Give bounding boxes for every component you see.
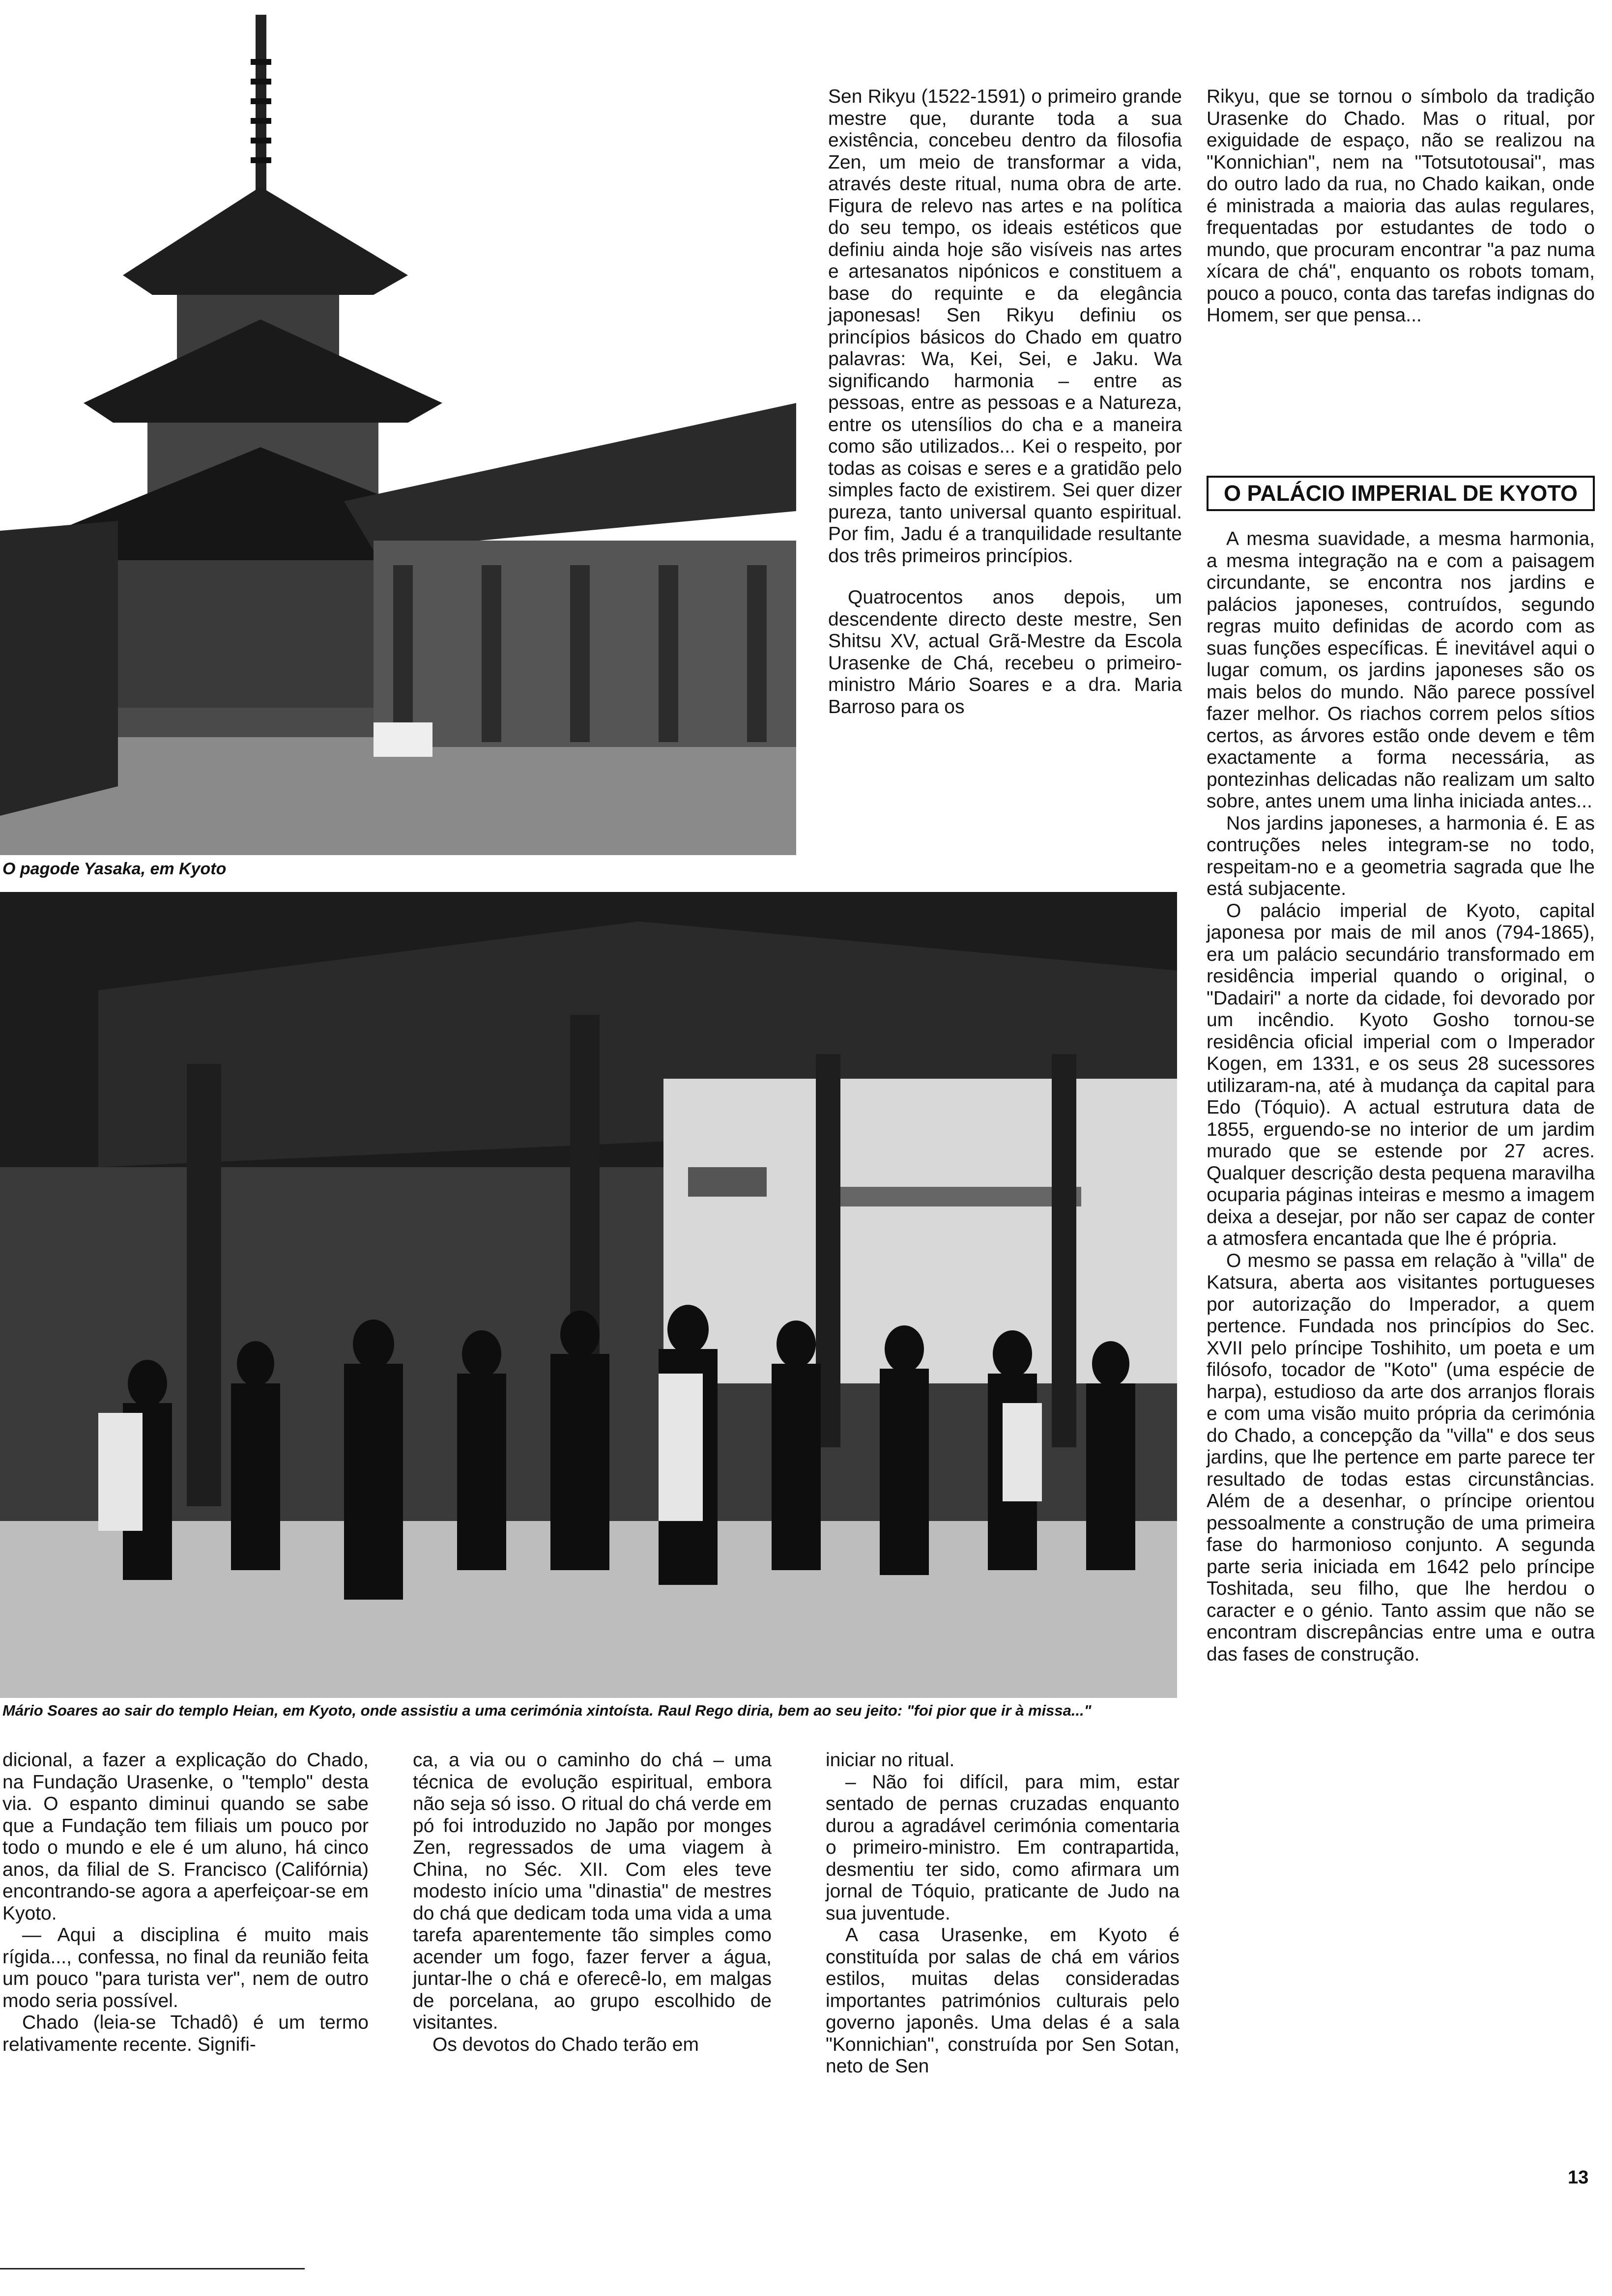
page-number: 13	[1568, 2167, 1589, 2188]
article-column-bottom-middle	[413, 1750, 772, 2056]
paragraph: O palácio imperial de Kyoto, capital japonesa por mais de mil anos (794-1865), era um palácio secundário transformado em residência imperial quando o original, o "Dadairi" a norte da cidade, foi devorado por um incêndio. Kyoto Gosho tornou-se residência oficial imperial com o Imperador Kogen, em 1331, e os seus 28 sucessores utilizaram-na, até à mudança da capital para Edo (Tóquio). A actual estrutura data de 1855, erguendo-se no interior de um jardim murado que se estende por 27 acres. Qualquer descrição desta pequena maravilha ocuparia páginas inteiras e mesmo a imagem deixa a desejar, por não ser capaz de conter a atmosfera encantada que lhe é própria.	[1207, 900, 1595, 1249]
article-column-top-middle	[828, 86, 1182, 718]
paragraph: Nos jardins japoneses, a harmonia é. E as contruções neles integram-se no todo, respeitam-no e a geometria sagrada que lhe está subjacente.	[1207, 812, 1595, 899]
pagoda-photo	[0, 0, 796, 855]
footer-rule	[0, 2268, 305, 2269]
article-column-top-right	[1207, 86, 1595, 327]
paragraph: — Aqui a disciplina é muito mais rígida..., confessa, no final da reunião feita um pouco "para turista ver", nem de outro modo seria possível.	[2, 1924, 369, 2011]
paragraph: iniciar no ritual.	[826, 1750, 955, 1771]
paragraph: O mesmo se passa em relação à "villa" de Katsura, aberta aos visitantes portugueses por autorização do Imperador, a quem pertence. Fundada nos princípios do Sec. XVII pelo príncipe Toshihito, um poeta e um filósofo, tocador de "Koto" (uma espécie de harpa), estudioso da arte dos arranjos florais e com uma visão muito própria da cerimónia do Chado, a concepção da "villa" e dos seus jardins, que lhe pertence em parte parece ter resultado de todas estas circunstâncias. Além de a desenhar, o príncipe orientou pessoalmente a construção de uma primeira fase do harmonioso conjunto. A segunda parte seria iniciada em 1642 pelo príncipe Toshitada, seu filho, que lhe herdou o caracter e o génio. Tanto assim que não se encontram discrepâncias entre uma e outra das fases de construção.	[1207, 1250, 1595, 1665]
article-column-right	[1207, 528, 1595, 1665]
paragraph: A casa Urasenke, em Kyoto é constituída por salas de chá em vários estilos, muitas delas consideradas importantes patrimónios culturais pelo governo japonês. Uma delas é a sala "Konnichian", construída por Sen Sotan, neto de Sen	[826, 1924, 1180, 2077]
paragraph: Quatrocentos anos depois, um descendente directo deste mestre, Sen Shitsu XV, actual Grã-Mestre da Escola Urasenke de Chá, recebeu o primeiro-ministro Mário Soares e a dra. Maria Barroso para os	[828, 587, 1182, 718]
paragraph: A mesma suavidade, a mesma harmonia, a mesma integração na e com a paisagem circundante, se encontra nos jardins e palácios japoneses, contruídos, segundo regras muito definidas de acordo com as suas funções específicas. É inevitável aqui o lugar comum, os jardins japoneses são os mais belos do mundo. Não parece possível fazer melhor. Os riachos correm pelos sítios certos, as árvores estão onde devem e têm exactamente a forma necessária, as pontezinhas delicadas não realizam um salto sobre, antes unem uma linha iniciada antes...	[1207, 528, 1595, 812]
section-heading: O PALÁCIO IMPERIAL DE KYOTO	[1207, 476, 1595, 511]
temple-crowd-photo	[0, 892, 1177, 1698]
paragraph: Os devotos do Chado terão em	[432, 2034, 699, 2055]
paragraph: ca, a via ou o caminho do chá – uma técnica de evolução espiritual, embora não seja só isso. O ritual do chá verde em pó foi introduzido no Japão por monges Zen, regressados de uma viagem à China, no Séc. XII. Com eles teve modesto início uma "dinastia" de mestres do chá que dedicam toda uma vida a uma tarefa aparentemente tão simples como acender um fogo, fazer ferver a água, juntar-lhe o chá e oferecê-lo, em malgas de porcelana, ao grupo escolhido de visitantes.	[413, 1750, 772, 2033]
paragraph: Sen Rikyu (1522-1591) o primeiro grande mestre que, durante toda a sua existência, concebeu dentro da filosofia Zen, um meio de transformar a vida, através deste ritual, numa obra de arte. Figura de relevo nas artes e na política do seu tempo, os ideais estéticos que definiu ainda hoje são visíveis nas artes e artesanatos nipónicos e constituem a base do requinte e da elegância japonesas! Sen Rikyu definiu os princípios básicos do Chado em quatro palavras: Wa, Kei, Sei, e Jaku. Wa significando harmonia – entre as pessoas, entre as pessoas e a Natureza, entre os utensílios do cha e a maneira como são utilizados... Kei o respeito, por todas as coisas e seres e a gratidão pelo simples facto de existirem. Sei quer dizer pureza, tanto universal quanto espiritual. Por fim, Jadu é a tranquilidade resultante dos três primeiros princípios.	[828, 86, 1182, 567]
article-column-bottom-left	[2, 1750, 369, 2056]
paragraph: – Não foi difícil, para mim, estar sentado de pernas cruzadas enquanto durou a agradável cerimónia comentaria o primeiro-ministro. Em contrapartida, desmentiu ter sido, como afirmara um jornal de Tóquio, praticante de Judo na sua juventude.	[826, 1771, 1180, 1924]
paragraph: Chado (leia-se Tchadô) é um termo relativamente recente. Signifi-	[2, 2012, 369, 2055]
pagoda-caption: O pagode Yasaka, em Kyoto	[2, 860, 227, 878]
temple-caption: Mário Soares ao sair do templo Heian, em Kyoto, onde assistiu a uma cerimónia xintoísta. Raul Rego diria, bem ao seu jeito: "foi pior que ir à missa..."	[2, 1702, 1092, 1719]
paragraph: dicional, a fazer a explicação do Chado, na Fundação Urasenke, o "templo" desta via. O espanto diminui quando se sabe que a Fundação tem filiais um pouco por todo o mundo e ele é um aluno, há cinco anos, da filial de S. Francisco (Califórnia) encontrando-se agora a aperfeiçoar-se em Kyoto.	[2, 1750, 369, 1924]
paragraph: Rikyu, que se tornou o símbolo da tradição Urasenke do Chado. Mas o ritual, por exiguidade de espaço, não se realizou na "Konnichian", nem na "Totsutotousai", mas do outro lado da rua, no Chado kaikan, onde é ministrada a maioria das aulas regulares, frequentadas por estudantes de todo o mundo, que procuram encontrar "a paz numa xícara de chá", enquanto os robots tomam, pouco a pouco, conta das tarefas indignas do Homem, ser que pensa...	[1207, 86, 1595, 326]
article-column-bottom-right	[826, 1750, 1180, 2078]
